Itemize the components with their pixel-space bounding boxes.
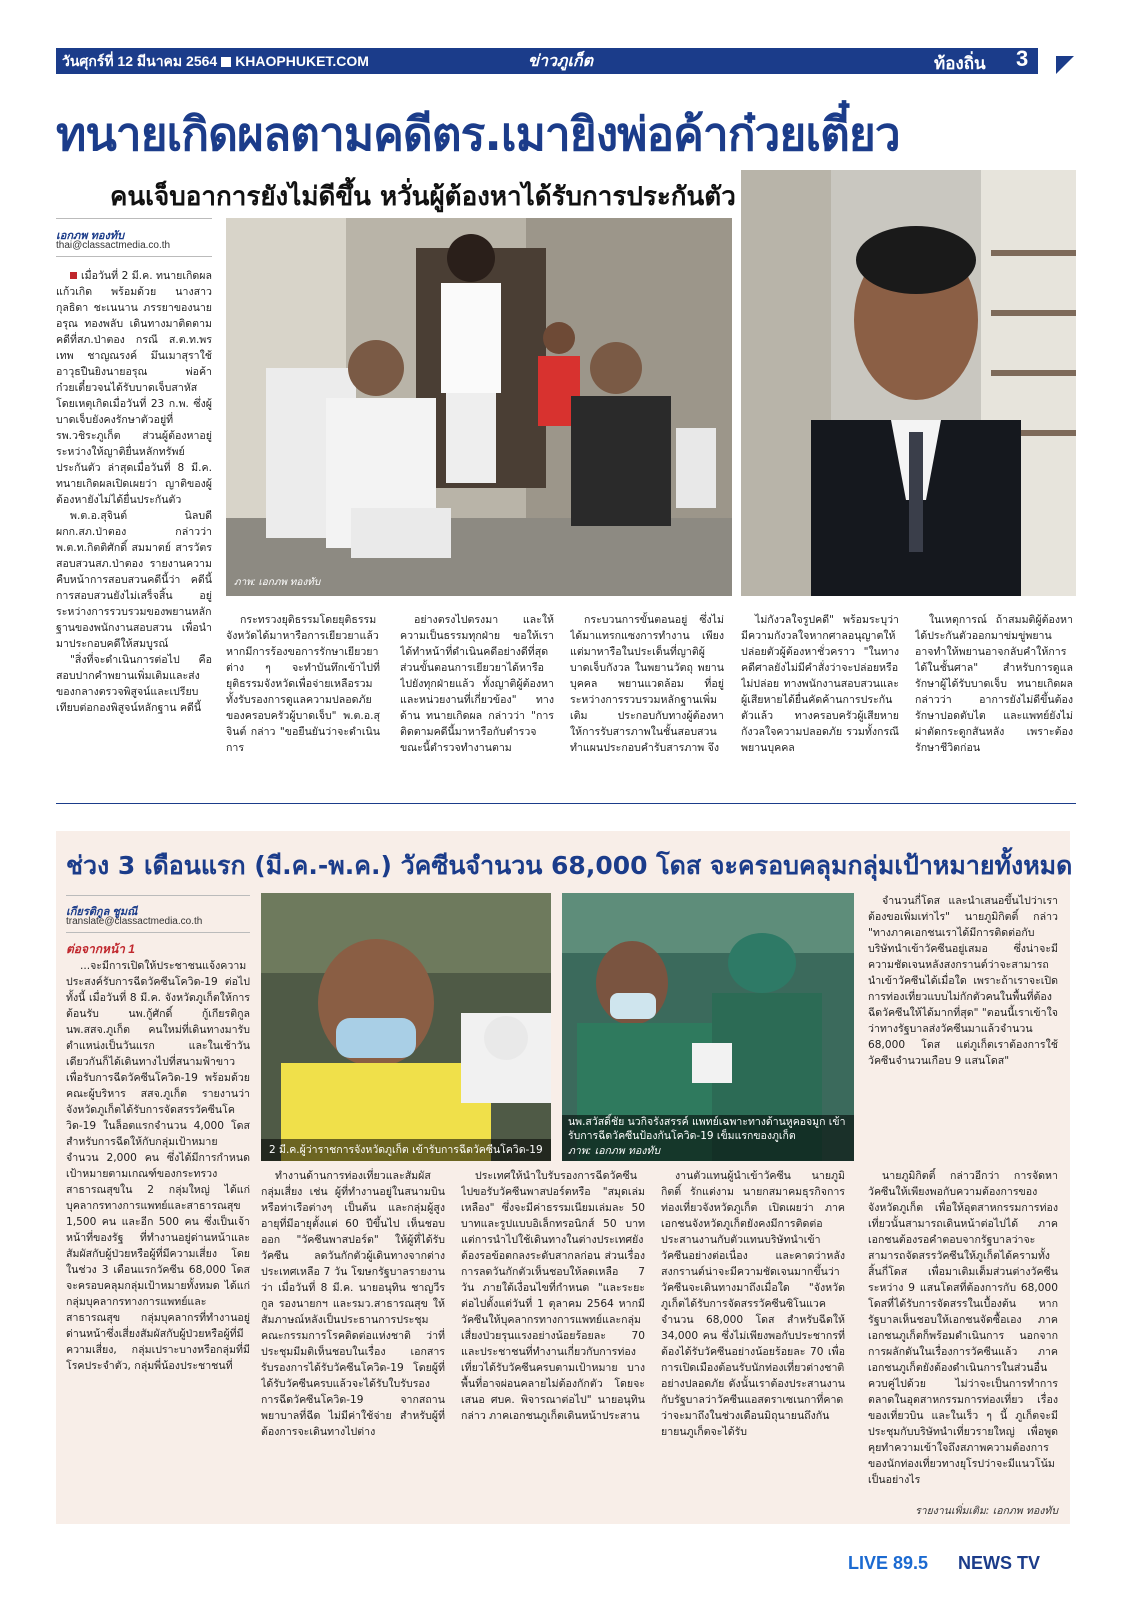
story2-byline: เกียรติกูล ชูมณี bbox=[66, 906, 138, 918]
story1-subhead: คนเจ็บอาการยังไม่ดีขึ้น หวั่นผู้ต้องหาได้รับการประกันตัว bbox=[110, 182, 736, 212]
byline-rule bbox=[66, 932, 250, 933]
photo-credit: ภาพ: เอกภพ ทองทับ bbox=[234, 577, 321, 588]
story2-column-2: ทำงานด้านการท่องเที่ยวและสัมผัสกลุ่มเสี่ยง เช่น ผู้ที่ทำงานอยู่ในสนามบินหรือท่าเรือต่างๆ เป็นต้น และกลุ่มผู้สูงอายุที่มีอายุตั้งแต่ 60 ปีขึ้นไป เห็นชอบออก "วัคซีนพาสปอร์ต" ให้ผู้ที่ได้รับวัคซีน ลดวันกักตัวผู้เดินทางจากต่างประเทศเหลือ 7 วัน โฆษกรัฐบาลรายงานว่า เมื่อวันที่ 8 มี.ค. นายอนุทิน ชาญวีรกูล รองนายกฯ และรมว.สาธารณสุข ให้สัมภาษณ์หลังเป็นประธานการประชุมคณะกรรมการโรคติดต่อแห่งชาติ ว่าที่ประชุมมีมติเห็นชอบในเรื่อง เอกสารรับรองการได้รับวัคซีนโควิด-19 โดยผู้ที่ได้รับวัคซีนครบแล้วจะได้รับใบรับรองการฉีดวัคซีนโควิด-19 จากสถานพยาบาลที่ฉีด ไม่มีค่าใช้จ่าย สำหรับผู้ที่ต้องการจะเดินทางไปต่าง bbox=[261, 1170, 445, 1438]
story1-headline: ทนายเกิดผลตามคดีตร.เมายิงพ่อค้าก๋วยเตี๋ยว bbox=[56, 107, 900, 161]
story1-main-photo bbox=[226, 218, 732, 596]
story1-column-3: อย่างตรงไปตรงมา และให้ความเป็นธรรมทุกฝ่าย ขอให้เราได้ทำหน้าที่ดำเนินคดีอย่างดีที่สุด ส่วนขั้นตอนการเยียวยาได้หารือไปยังทุกฝ่ายแล้ว ทั้งญาติผู้ต้องหาและหน่วยงานที่เกี่ยวข้อง" ทางด้าน ทนายเกิดผล กล่าวว่า "การติดตามคดีนี้มาหารือกับตำรวจ ขณะนี้ตำรวจทำงานตาม bbox=[400, 614, 554, 754]
story2-column-3: ประเทศให้นำใบรับรองการฉีดวัคซีนไปขอรับวัคซีนพาสปอร์ตหรือ "สมุดเล่มเหลือง" ซึ่งจะมีค่าธรรมเนียมเล่มละ 50 บาทและรูปแบบอิเล็กทรอนิกส์ 50 บาท แต่การนำไปใช้เดินทางในต่างประเทศยังต้องรอข้อตกลงระดับสากลก่อน ส่วนเรื่องการลดวันกักตัวเห็นชอบให้ลดเหลือ 7 วัน ภายใต้เงื่อนไขที่กำหนด "และระยะต่อไปตั้งแต่วันที่ 1 ตุลาคม 2564 หากมีวัคซีนให้บุคลากรทางการแพทย์และกลุ่มเสี่ยงป่วยรุนแรงอย่างน้อยร้อยละ 70 และประชาชนที่ทำงานเกี่ยวกับการท่องเที่ยวได้รับวัคซีนครบตามเป้าหมาย บางพื้นที่อาจผ่อนคลายไม่ต้องกักตัว โดยจะเสนอ ศบค. พิจารณาต่อไป" นายอนุทิน กล่าว ภาคเอกชนภูเก็ตเดินหน้าประสาน bbox=[461, 1170, 645, 1422]
corner-arrow-icon bbox=[1056, 52, 1070, 66]
byline-rule bbox=[66, 895, 250, 896]
story1-portrait-photo bbox=[741, 170, 1076, 596]
story1-email[interactable]: thai@classactmedia.co.th bbox=[56, 240, 171, 251]
masthead-logo: ข่าวภูเก็ต bbox=[528, 53, 593, 70]
story1-byline: เอกภพ ทองทับ bbox=[56, 230, 125, 242]
byline-rule bbox=[56, 218, 212, 219]
section-name: ท้องถิ่น bbox=[934, 54, 986, 73]
header-date bbox=[62, 51, 369, 73]
footer-newstv-logo: NEWS TV bbox=[958, 1553, 1041, 1573]
page-number: 3 bbox=[1016, 46, 1029, 71]
photo-caption-right: นพ.สวัสดิ์ชัย นวกิจรังสรรค์ แพทย์เฉพาะทางด้านหูคอจมูก เข้ารับการฉีดวัคซีนป้องกันโควิด-19 เข็มแรกของภูเก็ต bbox=[568, 1116, 846, 1142]
site-link[interactable]: KHAOPHUKET.COM bbox=[235, 53, 369, 69]
story2-photo-doctor bbox=[562, 893, 854, 1161]
story2-footnote: รายงานเพิ่มเติม: เอกภพ ทองทับ bbox=[915, 1505, 1058, 1517]
story1-column-5: ไม่กังวลใจรูปคดี" พร้อมระบุว่า มีความกังวลใจหากศาลอนุญาตให้ปล่อยตัวผู้ต้องหาชั่วคราว "ในทางคดีศาลยังไม่มีคำสั่งว่าจะปล่อยหรือไม่ปล่อย ทางพนักงานสอบสวนและผู้เสียหายได้ยื่นคัดค้านการประกันตัวแล้ว ทางครอบครัวผู้เสียหายกังวลใจความปลอดภัย รวมทั้งกรณีพยานบุคคล bbox=[741, 614, 899, 754]
byline-rule bbox=[56, 256, 212, 257]
story2-column-4: งานตัวแทนผู้นำเข้าวัคซีน นายภูมิกิตติ์ รักแต่งาม นายกสมาคมธุรกิจการท่องเที่ยวจังหวัดภูเก็ต เปิดเผยว่า ภาคเอกชนจังหวัดภูเก็ตยังคงมีการติดต่อประสานงานกับตัวแทนบริษัทนำเข้าวัคซีนอย่างต่อเนื่อง และคาดว่าหลังสงกรานต์น่าจะมีความชัดเจนมากขึ้นว่าวัคซีนจะเดินทางมาถึงเมื่อใด "จังหวัดภูเก็ตได้รับการจัดสรรวัคซีนซิโนแวคจำนวน 68,000 โดส สำหรับฉีดให้ 34,000 คน ซึ่งไม่เพียงพอกับประชากรที่ต้องได้รับวัคซีนอย่างน้อยร้อยละ 70 เพื่อการเปิดเมืองต้อนรับนักท่องเที่ยวต่างชาติอย่างปลอดภัย ดังนั้นเราต้องประสานงานกับรัฐบาลว่าวัคซีนแอสตราเซเนกาที่คาดว่าจะมาถึงในช่วงเดือนมิถุนายนถึงกันยายนภูเก็ตจะได้รับ bbox=[661, 1170, 845, 1438]
story1-column-6: ในเหตุการณ์ ถ้าสมมติผู้ต้องหาได้ประกันตัวออกมาข่มขู่พยาน อาจทำให้พยานอาจกลับคำให้การได้ในชั้นศาล" สำหรับการดูแลรักษาผู้ได้รับบาดเจ็บ ทนายเกิดผล กล่าวว่า อาการยังไม่ดีขึ้นต้องรักษาปอดตับไต และแพทย์ยังไม่ผ่าตัดกระดูกสันหลัง เพราะต้องรักษาชีวิตก่อน bbox=[915, 614, 1073, 754]
issue-date: วันศุกร์ที่ 12 มีนาคม 2564 bbox=[62, 53, 218, 69]
story2-email[interactable]: translate@classactmedia.co.th bbox=[66, 916, 203, 927]
story2-photo-governor bbox=[261, 893, 551, 1161]
story1-column-2: กระทรวงยุติธรรมโดยยุติธรรมจังหวัดได้มาหารือการเยียวยาแล้ว หากมีการร้องขอการรักษาเยียวยาต่าง ๆ จะทำบันทึกเข้าไปที่ยุติธรรมจังหวัดเพื่อจ่ายเหลือรวมทั้งรับรองการดูแลความปลอดภัยของครอบครัวผู้บาดเจ็บ" พ.ต.อ.สุจินต์ กล่าว "ขอยืนยันว่าจะดำเนินการ bbox=[226, 614, 380, 754]
lead-bullet-icon bbox=[70, 272, 77, 279]
photo-caption-left: 2 มี.ค.ผู้ว่าราชการจังหวัดภูเก็ต เข้ารับการฉีดวัคซีนโควิด-19 bbox=[269, 1144, 543, 1156]
footer-live-logo: LIVE 89.5 bbox=[848, 1553, 929, 1573]
photo-credit-right: ภาพ: เอกภพ ทองทับ bbox=[568, 1145, 660, 1157]
story2-column-5b: นายภูมิกิตติ์ กล่าวอีกว่า การจัดหาวัคซีนให้เพียงพอกับความต้องการของจังหวัดภูเก็ต เพื่อให้อุตสาหกรรมการท่องเที่ยวนั้นสามารถเดินหน้าต่อไปได้ ภาคเอกชนต้องรอคำตอบจากรัฐบาลว่าจะสามารถจัดสรรวัคซีนให้ภูเก็ตได้ครามทั้งสิ้นกี่โดส เพื่อมาเติมเต็มส่วนต่างวัคซีนระหว่าง 9 แสนโดสที่ต้องการกับ 68,000 โดสที่ได้รับการจัดสรรในเบื้องต้น หากรัฐบาลเห็นชอบให้เอกชนจัดซื้อเอง ภาคเอกชนภูเก็ตก็พร้อมดำเนินการ นอกจากการผลักดันในเรื่องการวัคซีนแล้ว ภาคเอกชนภูเก็ตยังต้องดำเนินการในส่วนอื่นควบคู่ไปด้วย ไม่ว่าจะเป็นการทำการตลาดในอุตสาหกรรมการท่องเที่ยว เรื่องของเที่ยวบิน และในเร็ว ๆ นี้ ภูเก็ตจะมีประชุมกับบริษัทนำเที่ยวรายใหญ่ เพื่อพูดคุยทำความเข้าใจถึงสภาพความต้องการของนักท่องเที่ยวทางยุโรปว่าจะมีแนวโน้มเป็นอย่างไร bbox=[868, 1170, 1058, 1486]
story2-column-5a: จำนวนกี่โดส และนำเสนอขึ้นไปว่าเราต้องขอเพิ่มเท่าไร" นายภูมิกิตติ์ กล่าว "ทางภาคเอกชนเราได้มีการติดต่อกับบริษัทนำเข้าวัคซีนอยู่เสมอ ซึ่งน่าจะมีความชัดเจนหลังสงกรานต์ว่าจะสามารถนำเข้าวัคซีนได้เมื่อใด เพราะถ้าเราจะเปิดการท่องเที่ยวแบบไม่กักตัวคนในพื้นที่ต้องฉีดวัคซีนให้ได้มากที่สุด" "ตอนนี้เราเข้าใจว่าทางรัฐบาลส่งวัคซีนมาแล้วจำนวน 68,000 โดส แต่ภูเก็ตเราต้องการใช้วัคซีนจำนวนเกือบ 9 แสนโดส" bbox=[868, 895, 1058, 1067]
section-divider bbox=[56, 803, 1076, 804]
story2-column-1: ...จะมีการเปิดให้ประชาชนแจ้งความประสงค์รับการฉีดวัคซีนโควิด-19 ต่อไป ทั้งนี้ เมื่อวันที่ 8 มี.ค. จังหวัดภูเก็ตให้การต้อนรับ นพ.กู้ศักดิ์ กู้เกียรติกูล นพ.สสจ.ภูเก็ต คนใหม่ที่เดินทางมารับตำแหน่งเป็นวันแรก และในเช้าวันเดียวกันก็ได้เดินทางไปที่สนามฟ้าขาว เพื่อรับการฉีดวัคซีนโควิด-19 พร้อมด้วยคณะผู้บริหาร สสจ.ภูเก็ต รายงานว่า จังหวัดภูเก็ตได้รับการจัดสรรวัคซีนโควิด-19 ในล็อตแรกจำนวน 4,000 โดส สำหรับการฉีดให้กับกลุ่มเป้าหมายจำนวน 2,000 คน ซึ่งได้มีการกำหนดเป้าหมายตามเกณฑ์ของกระทรวงสาธารณสุขใน 2 กลุ่มใหญ่ ได้แก่ บุคลากรทางการแพทย์และสาธารณสุข 1,500 คน และอีก 500 คน ซึ่งเป็นเจ้าหน้าที่ของรัฐ ที่ทำงานอยู่ด่านหน้าและสัมผัสกับผู้ป่วยหรือผู้ที่มีความเสี่ยง โดยในช่วง 3 เดือนแรกวัคซีน 68,000 โดส จะครอบคลุมกลุ่มเป้าหมายทั้งหมด ได้แก่ กลุ่มบุคลากรทางการแพทย์และสาธารณสุข กลุ่มบุคลากรที่ทำงานอยู่ด่านหน้าซึ่งเสี่ยงสัมผัสกับผู้ป่วยหรือผู้ที่มีความเสี่ยง, กลุ่มเปราะบางหรือกลุ่มที่มีโรคประจำตัว, กลุ่มพี่น้องประชาชนที่ bbox=[66, 960, 250, 1372]
story1-column-4: กระบวนการขั้นตอนอยู่ ซึ่งไม่ได้มาแทรกแซงการทำงาน เพียงแต่มาหารือในประเด็นที่ญาติผู้บาดเจ็บกังวล ในพยานวัตถุ พยานบุคคล พยานแวดล้อม ที่อยู่ระหว่างการรวบรวมหลักฐานเพิ่มเติม ประกอบกับทางผู้ต้องหาให้การรับสารภาพในชั้นสอบสวนทำแผนประกอบคำรับสารภาพ จึง bbox=[570, 614, 724, 754]
story1-column-1: เมื่อวันที่ 2 มี.ค. ทนายเกิดผลแก้วเกิด พร้อมด้วย นางสาวกุลธิดา ชะเนนาน ภรรยาของนายอรุณ ทองพลับ เดินทางมาติดตามคดีที่สภ.ป่าตอง กรณี ส.ต.ท.พรเทพ ชาญณรงค์ มึนเมาสุราใช้อาวุธปืนยิงนายอรุณ พ่อค้าก๋วยเตี๋ยวจนได้รับบาดเจ็บสาหัส โดยเหตุเกิดเมื่อวันที่ 23 ก.พ. ซึ่งผู้บาดเจ็บยังคงรักษาตัวอยู่ที่รพ.วชิระภูเก็ต ส่วนผู้ต้องหาอยู่ระหว่างให้ญาติยื่นหลักทรัพย์ประกันตัว ล่าสุดเมื่อวันที่ 8 มี.ค. ทนายเกิดผลเปิดเผยว่า ญาติของผู้ต้องหายังไม่ได้ยื่นประกันตัว พ.ต.อ.สุจินต์ นิลบดี ผกก.สภ.ป่าตอง กล่าวว่า พ.ต.ท.กิตติศักดิ์ สมมาตย์ สารวัตรสอบสวนสภ.ป่าตอง รายงานความคืบหน้าการสอบสวนคดีนี้ว่า คดีนี้การสอบสวนยังไม่เสร็จสิ้น อยู่ระหว่างการรวบรวมของพยานหลักฐานของพนักงานสอบสวน เพื่อนำมาประกอบคดีให้สมบูรณ์ "สิ่งที่จะดำเนินการต่อไป คือ สอบปากคำพยานเพิ่มเติมและส่งของกลางตรวจพิสูจน์และเปรียบเทียบต่อกองพิสูจน์หลักฐาน คดีนี้ bbox=[56, 270, 212, 714]
separator-square-icon bbox=[221, 57, 231, 67]
continued-from-label: ต่อจากหน้า 1 bbox=[66, 942, 135, 956]
story2-headline: ช่วง 3 เดือนแรก (มี.ค.-พ.ค.) วัคซีนจำนวน 68,000 โดส จะครอบคลุมกลุ่มเป้าหมายทั้งหมด bbox=[66, 851, 1073, 880]
